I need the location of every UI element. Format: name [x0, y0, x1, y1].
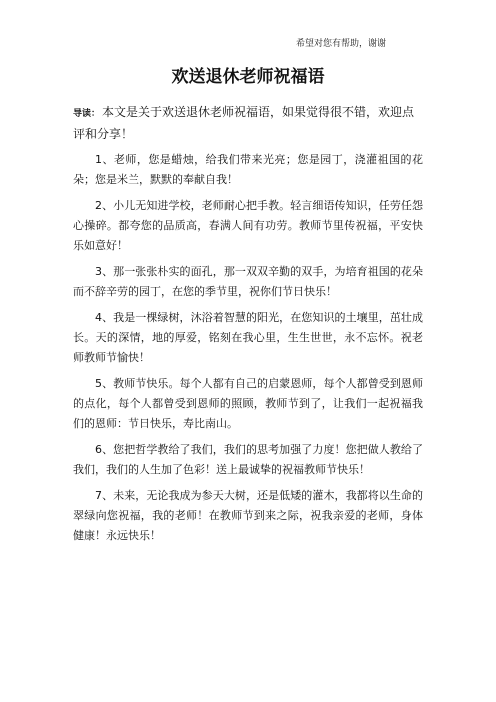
blessing-paragraph-2: 2、小儿无知进学校，老师耐心把手教。轻言细语传知识，任劳任怨心操碎。都夸您的品质高，春满人间有功劳。教师节里传祝福，平安快乐如意好！	[73, 199, 423, 252]
blessing-paragraph-7: 7、未来，无论我成为参天大树，还是低矮的灌木，我都将以生命的翠绿向您祝福，我的老师！在教师节到来之际，祝我亲爱的老师，身体健康！永远快乐！	[73, 489, 423, 542]
blessing-paragraph-4: 4、我是一棵绿树，沐浴着智慧的阳光，在您知识的土壤里，茁壮成长。天的深情，地的厚爱，铭刻在我心里，生生世世，永不忘怀。祝老师教师节愉快！	[73, 311, 423, 364]
blessing-paragraph-3: 3、那一张张朴实的面孔，那一双双辛勤的双手，为培育祖国的花朵而不辞辛劳的园丁，在您的季节里，祝你们节日快乐！	[73, 265, 423, 298]
header-note: 希望对您有帮助，谢谢	[295, 39, 386, 49]
intro-paragraph	[73, 102, 423, 144]
blessing-paragraph-5: 5、教师节快乐。每个人都有自己的启蒙恩师，每个人都曾受到恩师的点化，每个人都曾受到恩师的照顾，教师节到了，让我们一起祝福我们的恩师：节日快乐，寿比南山。	[73, 377, 423, 430]
intro-label: 导读：	[73, 109, 101, 119]
blessing-paragraph-6: 6、您把哲学教给了我们，我们的思考加强了力度！您把做人教给了我们，我们的人生加了色彩！送上最诚挚的祝福教师节快乐！	[73, 443, 423, 476]
blessing-paragraph-1: 1、老师，您是蜡烛，给我们带来光亮；您是园丁，浇灌祖国的花朵；您是米兰，默默的奉献自我！	[73, 153, 423, 186]
document-body	[73, 102, 423, 552]
document-title: 欢送退休老师祝福语	[171, 67, 325, 87]
intro-text: 本文是关于欢送退休老师祝福语，如果觉得很不错，欢迎点评和分享！	[73, 105, 415, 141]
